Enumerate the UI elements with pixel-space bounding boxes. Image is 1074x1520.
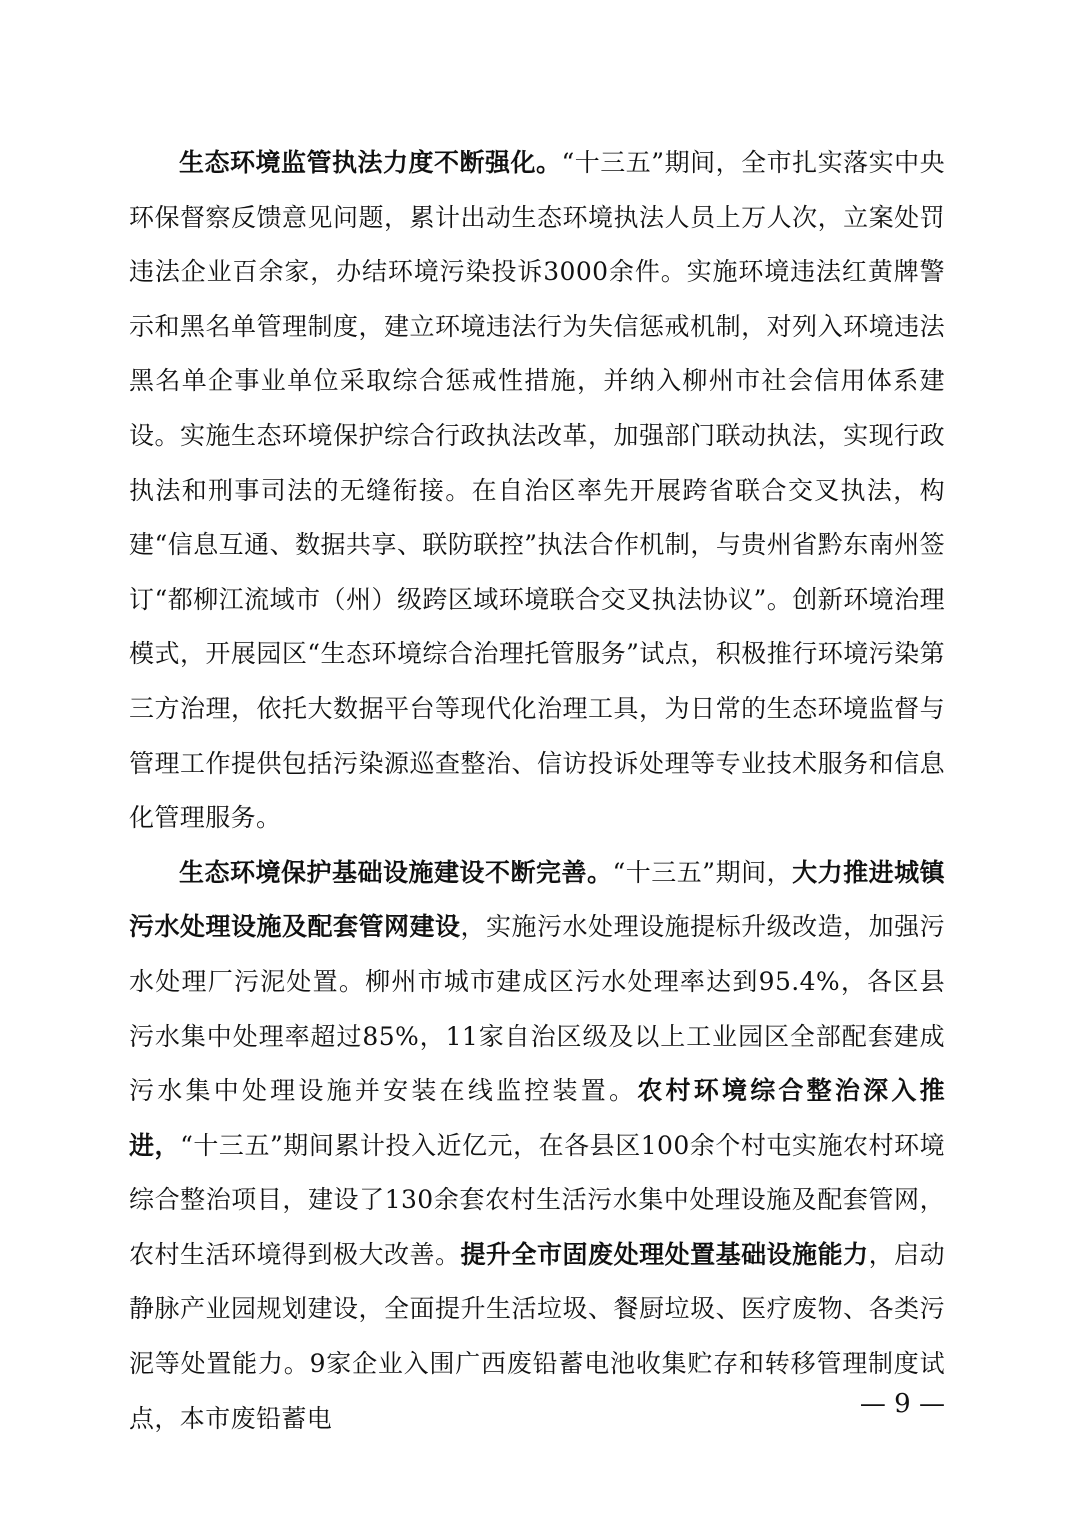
paragraph-text: “十三五”期间，全市扎实落实中央环保督察反馈意见问题，累计出动生态环境执法人员上万人次，立案处罚违法企业百余家，办结环境污染投诉3000余件。实施环境违法红黄牌警示和黑名单管理制度，建立环境违法行为失信惩戒机制，对列入环境违法黑名单企事业单位采取综合惩戒性措施，并纳入柳州市社会信用体系建设。实施生态环境保护综合行政执法改革，加强部门联动执法，实现行政执法和刑事司法的无缝衔接。在自治区率先开展跨省联合交叉执法，构建“信息互通、数据共享、联防联控”执法合作机制，与贵州省黔东南州签订“都柳江流域市（州）级跨区域环境联合交叉执法协议”。创新环境治理模式，开展园区“生态环境综合治理托管服务”试点，积极推行环境污染第三方治理，依托大数据平台等现代化治理工具，为日常的生态环境监督与管理工作提供包括污染源巡查整治、信访投诉处理等专业技术服务和信息化管理服务。 [129,148,945,833]
emphasis-solid-waste: 提升全市固废处理处置基础设施能力 [460,1239,869,1269]
paragraph-heading: 生态环境监管执法力度不断强化。 [179,148,562,177]
paragraph-heading: 生态环境保护基础设施建设不断完善。 [179,857,613,887]
paragraph-infrastructure [129,846,945,1447]
document-body [129,136,945,1446]
page-number: — 9 — [859,1389,945,1419]
paragraph-text: “十三五”期间， [612,857,793,887]
paragraph-enforcement [129,136,945,846]
paragraph-text: “十三五”期间累计投入近亿元，在各县区100余个村屯实施农村环境综合整治项目，建设了130余套农村生活污水集中处理设施及配套管网，农村生活环境得到极大改善。 [129,1130,945,1269]
paragraph-text: ，实施污水处理设施提标升级改造，加强污水处理厂污泥处置。柳州市城市建成区污水处理率达到95.4%，各区县污水集中处理率超过85%，11家自治区级及以上工业园区全部配套建成污水集中处理设施并安装在线监控装置。 [129,912,945,1106]
emphasis-sewage-network: 大力推进城镇污水处理设施及配套管网建设 [129,857,945,942]
paragraph-text: ，启动静脉产业园规划建设，全面提升生活垃圾、餐厨垃圾、医疗废物、各类污泥等处置能力。9家企业入围广西废铅蓄电池收集贮存和转移管理制度试点，本市废铅蓄电 [129,1239,945,1433]
emphasis-rural-environment: 农村环境综合整治深入推进， [129,1076,946,1160]
